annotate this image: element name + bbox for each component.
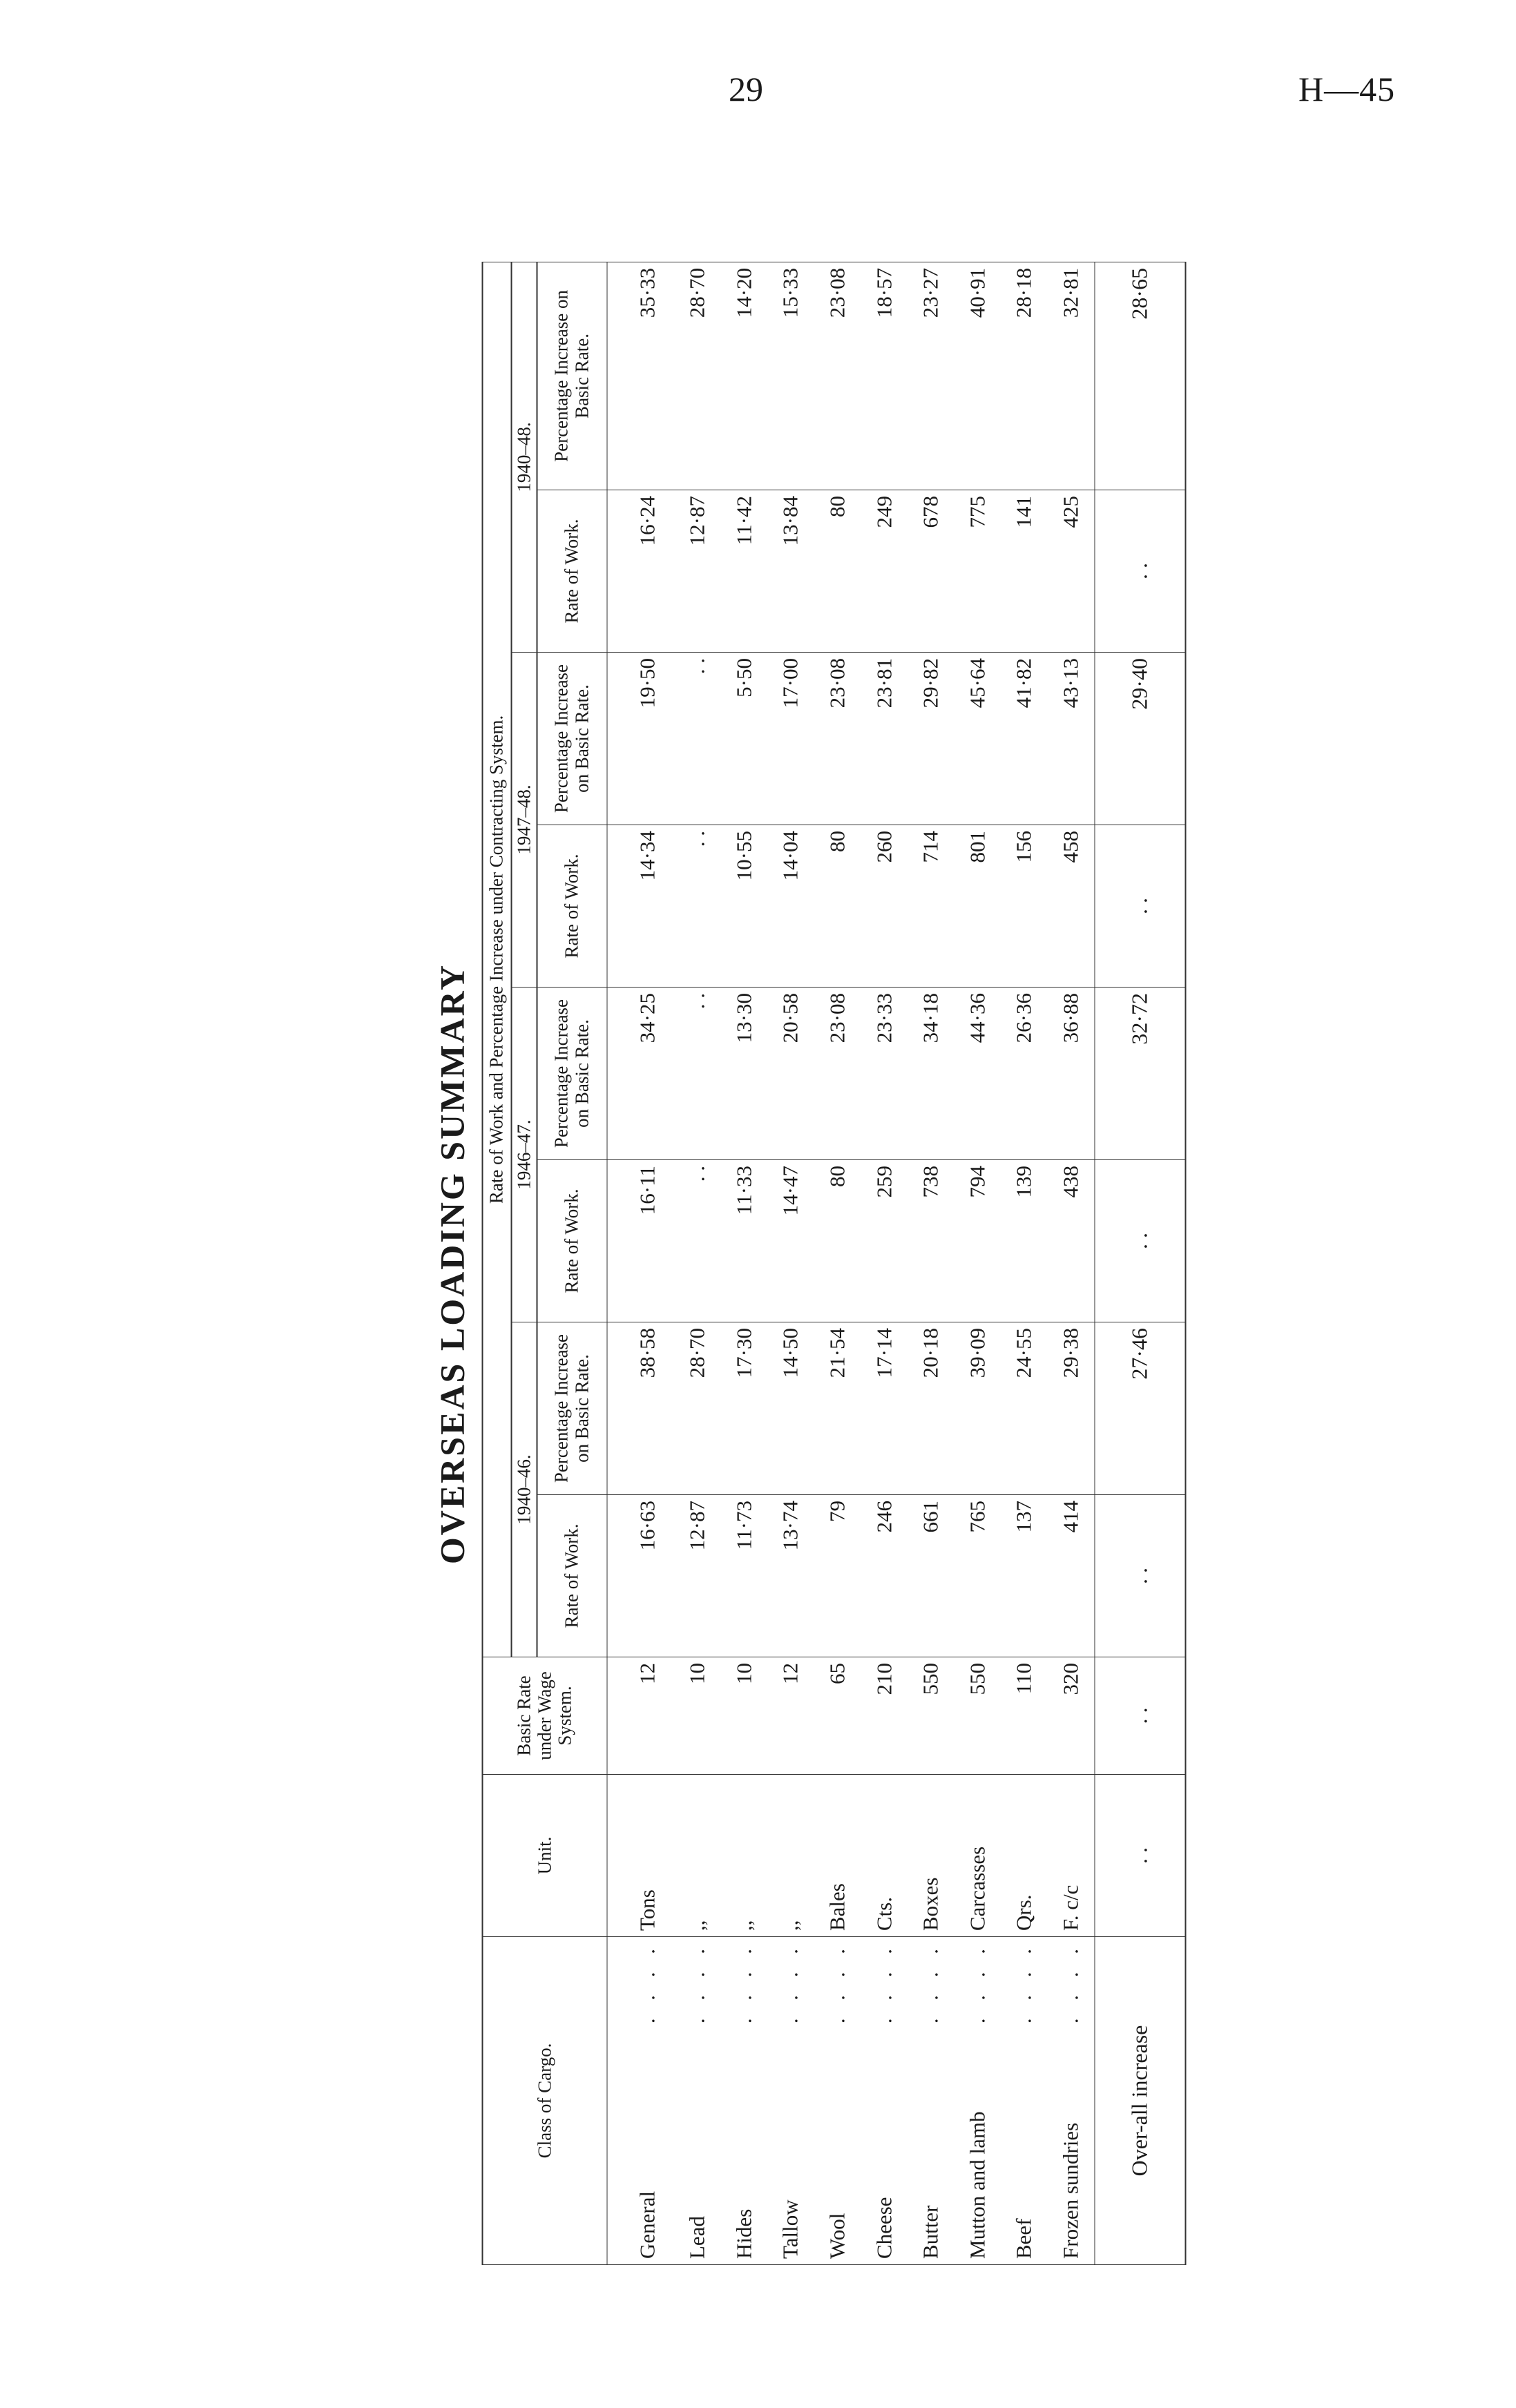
- cargo-class-cell: [1001, 1937, 1048, 2265]
- cargo-class-label: Tallow: [778, 2199, 803, 2259]
- percentage-increase-cell: 34·18: [908, 988, 954, 1160]
- table-body: [607, 262, 1186, 2264]
- rate-of-work-cell: 156: [1001, 825, 1048, 988]
- percentage-increase-cell: 27·46: [1095, 1322, 1186, 1495]
- percentage-increase-cell: 17·00: [767, 653, 814, 825]
- rate-of-work-cell: 10·55: [721, 825, 768, 988]
- basic-rate-cell: 210: [861, 1657, 908, 1775]
- percentage-increase-cell: 5·50: [721, 653, 768, 825]
- rate-of-work-cell: 137: [1001, 1495, 1048, 1657]
- percentage-increase-cell: 32·72: [1095, 988, 1186, 1160]
- rate-of-work-cell: 16·24: [607, 490, 674, 653]
- unit-cell: . .: [1095, 1775, 1186, 1937]
- cargo-class-label: Mutton and lamb: [965, 2111, 990, 2259]
- percentage-increase-cell: 14·50: [767, 1322, 814, 1495]
- unit-cell: Carcasses: [954, 1775, 1001, 1937]
- percentage-increase-cell: 32·81: [1048, 262, 1095, 490]
- rate-of-work-cell: 80: [814, 490, 861, 653]
- rate-of-work-cell: . .: [674, 825, 721, 988]
- cargo-class-cell: [814, 1937, 861, 2265]
- header-percentage-increase: Percentage Increase on Basic Rate.: [537, 262, 608, 490]
- cargo-class-cell: [861, 1937, 908, 2265]
- percentage-increase-cell: . .: [674, 988, 721, 1160]
- percentage-increase-cell: 18·57: [861, 262, 908, 490]
- percentage-increase-cell: 23·08: [814, 988, 861, 1160]
- table-title: OVERSEAS LOADING SUMMARY: [432, 963, 472, 1565]
- rate-of-work-cell: 13·74: [767, 1495, 814, 1657]
- dot-leader: . . . .: [825, 1943, 850, 2024]
- header-rate-of-work: Rate of Work.: [537, 490, 608, 653]
- percentage-increase-cell: 45·64: [954, 653, 1001, 825]
- cargo-class-cell: [674, 1937, 721, 2265]
- rate-of-work-cell: 16·11: [607, 1160, 674, 1322]
- cargo-class-cell: [721, 1937, 768, 2265]
- rate-of-work-cell: 438: [1048, 1160, 1095, 1322]
- table-row: [1001, 262, 1048, 2264]
- header-percentage-increase: Percentage Increase on Basic Rate.: [537, 653, 608, 825]
- percentage-increase-cell: 14·20: [721, 262, 768, 490]
- page-number: 29: [729, 70, 763, 108]
- basic-rate-cell: 65: [814, 1657, 861, 1775]
- cargo-class-cell: [908, 1937, 954, 2265]
- percentage-increase-cell: 26·36: [1001, 988, 1048, 1160]
- rate-of-work-cell: . .: [1095, 825, 1186, 988]
- table-row: [721, 262, 768, 2264]
- percentage-increase-cell: 29·38: [1048, 1322, 1095, 1495]
- dot-leader: . . . .: [731, 1943, 756, 2024]
- cargo-class-label: Frozen sundries: [1058, 2122, 1083, 2259]
- rate-of-work-cell: 260: [861, 825, 908, 988]
- rate-of-work-cell: 765: [954, 1495, 1001, 1657]
- header-basic-rate: Basic Rate under Wage System.: [483, 1657, 608, 1775]
- rate-of-work-cell: 11·73: [721, 1495, 768, 1657]
- rate-of-work-cell: 14·34: [607, 825, 674, 988]
- overall-increase-row: [1095, 262, 1186, 2264]
- percentage-increase-cell: 44·36: [954, 988, 1001, 1160]
- percentage-increase-cell: 24·55: [1001, 1322, 1048, 1495]
- basic-rate-cell: 110: [1001, 1657, 1048, 1775]
- table-row: [814, 262, 861, 2264]
- rate-of-work-cell: 12·87: [674, 1495, 721, 1657]
- percentage-increase-cell: 28·65: [1095, 262, 1186, 490]
- table-row: [861, 262, 908, 2264]
- percentage-increase-cell: 17·30: [721, 1322, 768, 1495]
- rate-of-work-cell: 661: [908, 1495, 954, 1657]
- percentage-increase-cell: 21·54: [814, 1322, 861, 1495]
- basic-rate-cell: 550: [908, 1657, 954, 1775]
- rotated-table-block: [423, 262, 1187, 2265]
- basic-rate-cell: 10: [674, 1657, 721, 1775]
- cargo-class-label: General: [635, 2190, 660, 2259]
- page-reference: H—45: [1298, 70, 1396, 108]
- rate-of-work-cell: 141: [1001, 490, 1048, 653]
- rate-of-work-cell: 246: [861, 1495, 908, 1657]
- unit-cell: Qrs.: [1001, 1775, 1048, 1937]
- dot-leader: . . . .: [1011, 1943, 1036, 2024]
- percentage-increase-cell: 19·50: [607, 653, 674, 825]
- percentage-increase-cell: 28·70: [674, 1322, 721, 1495]
- cargo-class-label: Beef: [1011, 2218, 1036, 2259]
- rate-of-work-cell: . .: [1095, 1160, 1186, 1322]
- overseas-loading-summary-table: [482, 262, 1187, 2265]
- rate-of-work-cell: 425: [1048, 490, 1095, 653]
- basic-rate-cell: 12: [767, 1657, 814, 1775]
- dot-leader: . . . .: [965, 1943, 990, 2024]
- table-wrapper: [482, 262, 1187, 2265]
- header-unit: Unit.: [483, 1775, 608, 1937]
- rate-of-work-cell: 13·84: [767, 490, 814, 653]
- percentage-increase-cell: 35·33: [607, 262, 674, 490]
- rate-of-work-cell: 775: [954, 490, 1001, 653]
- percentage-increase-cell: 15·33: [767, 262, 814, 490]
- percentage-increase-cell: 38·58: [607, 1322, 674, 1495]
- rate-of-work-cell: 80: [814, 1160, 861, 1322]
- dot-leader: . . . .: [918, 1943, 943, 2024]
- rate-of-work-cell: 14·47: [767, 1160, 814, 1322]
- cargo-class-cell: [954, 1937, 1001, 2265]
- table-row: [908, 262, 954, 2264]
- percentage-increase-cell: 20·58: [767, 988, 814, 1160]
- header-contracting-group: Rate of Work and Percentage Increase under Contracting System.: [483, 262, 512, 1657]
- unit-cell: ,,: [767, 1775, 814, 1937]
- table-row: [607, 262, 674, 2264]
- unit-cell: Tons: [607, 1775, 674, 1937]
- percentage-increase-cell: 40·91: [954, 262, 1001, 490]
- rate-of-work-cell: 14·04: [767, 825, 814, 988]
- rate-of-work-cell: 249: [861, 490, 908, 653]
- cargo-class-label: Hides: [731, 2208, 756, 2259]
- header-percentage-increase: Percentage Increase on Basic Rate.: [537, 1322, 608, 1495]
- table-row: [767, 262, 814, 2264]
- basic-rate-cell: 320: [1048, 1657, 1095, 1775]
- basic-rate-cell: 550: [954, 1657, 1001, 1775]
- rate-of-work-cell: . .: [674, 1160, 721, 1322]
- dot-leader: . . . .: [635, 1943, 660, 2024]
- percentage-increase-cell: 28·70: [674, 262, 721, 490]
- percentage-increase-cell: 23·81: [861, 653, 908, 825]
- unit-cell: ,,: [721, 1775, 768, 1937]
- percentage-increase-cell: 23·08: [814, 262, 861, 490]
- rate-of-work-cell: 12·87: [674, 490, 721, 653]
- cargo-class-label: Wool: [825, 2213, 850, 2259]
- percentage-increase-cell: . .: [674, 653, 721, 825]
- unit-cell: Cts.: [861, 1775, 908, 1937]
- percentage-increase-cell: 34·25: [607, 988, 674, 1160]
- rate-of-work-cell: 458: [1048, 825, 1095, 988]
- cargo-class-label: Lead: [684, 2216, 709, 2259]
- rate-of-work-cell: 414: [1048, 1495, 1095, 1657]
- rate-of-work-cell: 79: [814, 1495, 861, 1657]
- header-period-1940-48: 1940–48.: [512, 262, 537, 652]
- table-row: [954, 262, 1001, 2264]
- rate-of-work-cell: 16·63: [607, 1495, 674, 1657]
- rate-of-work-cell: 80: [814, 825, 861, 988]
- percentage-increase-cell: 20·18: [908, 1322, 954, 1495]
- percentage-increase-cell: 39·09: [954, 1322, 1001, 1495]
- rate-of-work-cell: . .: [1095, 1495, 1186, 1657]
- rate-of-work-cell: 801: [954, 825, 1001, 988]
- rate-of-work-cell: 794: [954, 1160, 1001, 1322]
- rate-of-work-cell: 139: [1001, 1160, 1048, 1322]
- cargo-class-cell: [1048, 1937, 1095, 2265]
- overall-increase-label: Over-all increase: [1095, 1937, 1186, 2265]
- percentage-increase-cell: 43·13: [1048, 653, 1095, 825]
- header-period-1947-48: 1947–48.: [512, 653, 537, 988]
- percentage-increase-cell: 29·40: [1095, 653, 1186, 825]
- rate-of-work-cell: 714: [908, 825, 954, 988]
- basic-rate-cell: 12: [607, 1657, 674, 1775]
- percentage-increase-cell: 28·18: [1001, 262, 1048, 490]
- rate-of-work-cell: 11·42: [721, 490, 768, 653]
- dot-leader: . . . .: [1058, 1943, 1083, 2024]
- unit-cell: Boxes: [908, 1775, 954, 1937]
- percentage-increase-cell: 36·88: [1048, 988, 1095, 1160]
- dot-leader: . . . .: [872, 1943, 896, 2024]
- cargo-class-cell: [767, 1937, 814, 2265]
- unit-cell: F. c/c: [1048, 1775, 1095, 1937]
- percentage-increase-cell: 23·27: [908, 262, 954, 490]
- percentage-increase-cell: 41·82: [1001, 653, 1048, 825]
- percentage-increase-cell: 17·14: [861, 1322, 908, 1495]
- cargo-class-cell: [607, 1937, 674, 2265]
- percentage-increase-cell: 13·30: [721, 988, 768, 1160]
- table-row: [1048, 262, 1095, 2264]
- rate-of-work-cell: . .: [1095, 490, 1186, 653]
- cargo-class-label: Cheese: [872, 2197, 896, 2259]
- rate-of-work-cell: 738: [908, 1160, 954, 1322]
- percentage-increase-cell: 29·82: [908, 653, 954, 825]
- header-period-1946-47: 1946–47.: [512, 988, 537, 1322]
- rate-of-work-cell: 259: [861, 1160, 908, 1322]
- header-period-1940-46: 1940–46.: [512, 1322, 537, 1657]
- cargo-class-label: Butter: [918, 2205, 943, 2259]
- basic-rate-cell: 10: [721, 1657, 768, 1775]
- unit-cell: ,,: [674, 1775, 721, 1937]
- header-rate-of-work: Rate of Work.: [537, 1160, 608, 1322]
- percentage-increase-cell: 23·08: [814, 653, 861, 825]
- dot-leader: . . . .: [684, 1943, 709, 2024]
- header-rate-of-work: Rate of Work.: [537, 1495, 608, 1657]
- dot-leader: . . . .: [778, 1943, 803, 2024]
- rate-of-work-cell: 11·33: [721, 1160, 768, 1322]
- rate-of-work-cell: 678: [908, 490, 954, 653]
- basic-rate-cell: . .: [1095, 1657, 1186, 1775]
- header-percentage-increase: Percentage Increase on Basic Rate.: [537, 988, 608, 1160]
- percentage-increase-cell: 23·33: [861, 988, 908, 1160]
- unit-cell: Bales: [814, 1775, 861, 1937]
- table-row: [674, 262, 721, 2264]
- header-rate-of-work: Rate of Work.: [537, 825, 608, 988]
- header-class-of-cargo: Class of Cargo.: [483, 1937, 608, 2265]
